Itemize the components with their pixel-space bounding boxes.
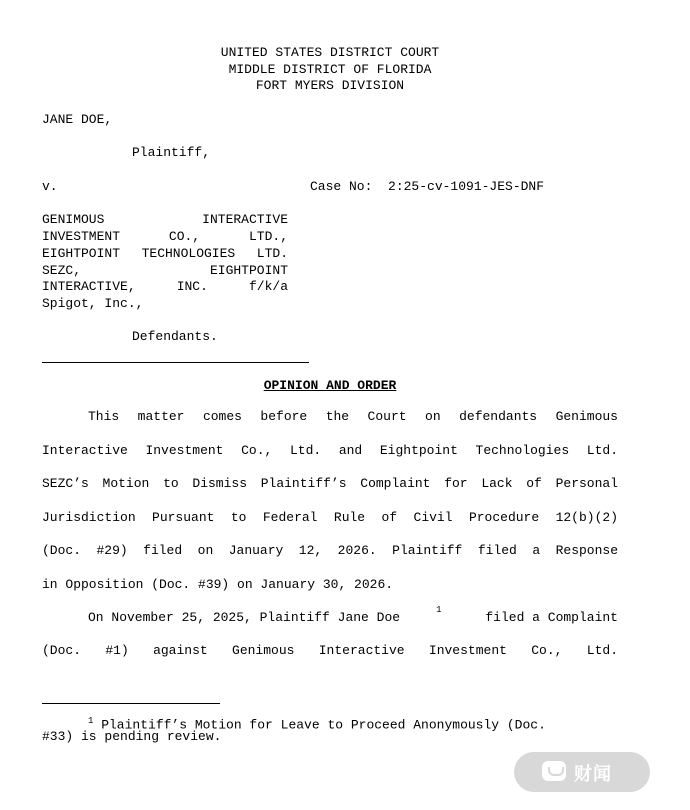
defendant-role: Defendants.	[132, 329, 218, 344]
case-number: Case No: 2:25-cv-1091-JES-DNF	[310, 179, 545, 194]
body-line: This matter comes before the Court on defendants Genimous	[88, 409, 618, 424]
body-line	[88, 605, 618, 626]
defendant-line: SEZC, EIGHTPOINT	[42, 263, 288, 278]
watermark-text: 财闻	[574, 764, 612, 785]
footnote-line: #33) is pending review.	[42, 729, 222, 744]
defendant-line: GENIMOUS INTERACTIVE	[42, 212, 288, 227]
court-division: FORT MYERS DIVISION	[255, 78, 405, 93]
opinion-title: OPINION AND ORDER	[263, 378, 397, 393]
defendant-line: INTERACTIVE, INC. f/k/a	[42, 279, 288, 294]
plaintiff-name: JANE DOE,	[42, 112, 113, 127]
body-line: (Doc. #29) filed on January 12, 2026. Plaintiff filed a Response	[42, 543, 618, 558]
defendant-line: Spigot, Inc.,	[42, 296, 144, 311]
court-name: UNITED STATES DISTRICT COURT	[220, 45, 440, 60]
caption-divider	[42, 362, 309, 363]
plaintiff-role: Plaintiff,	[132, 145, 211, 160]
defendant-line: EIGHTPOINT TECHNOLOGIES LTD.	[42, 246, 288, 261]
body-text: filed a Complaint	[477, 610, 618, 625]
court-district: MIDDLE DISTRICT OF FLORIDA	[228, 62, 432, 77]
defendant-line: INVESTMENT CO., LTD.,	[42, 229, 288, 244]
footnote-ref: 1	[436, 605, 442, 615]
footnote-divider	[42, 703, 220, 704]
body-text: On November 25, 2025, Plaintiff Jane Doe	[88, 610, 401, 625]
versus: v.	[42, 179, 58, 194]
watermark-badge	[514, 752, 650, 792]
body-line: in Opposition (Doc. #39) on January 30, 2026.	[42, 577, 394, 592]
body-line: Interactive Investment Co., Ltd. and Eightpoint Technologies Ltd.	[42, 443, 618, 458]
body-line: SEZC’s Motion to Dismiss Plaintiff’s Complaint for Lack of Personal	[42, 476, 618, 491]
footnote-marker: 1	[88, 716, 94, 726]
footnote-text: Plaintiff’s Motion for Leave to Proceed Anonymously (Doc.	[93, 717, 546, 733]
chat-bubble-icon	[542, 761, 566, 781]
body-line: (Doc. #1) against Genimous Interactive Investment Co., Ltd.	[42, 643, 618, 658]
body-line: Jurisdiction Pursuant to Federal Rule of Civil Procedure 12(b)(2)	[42, 510, 618, 525]
